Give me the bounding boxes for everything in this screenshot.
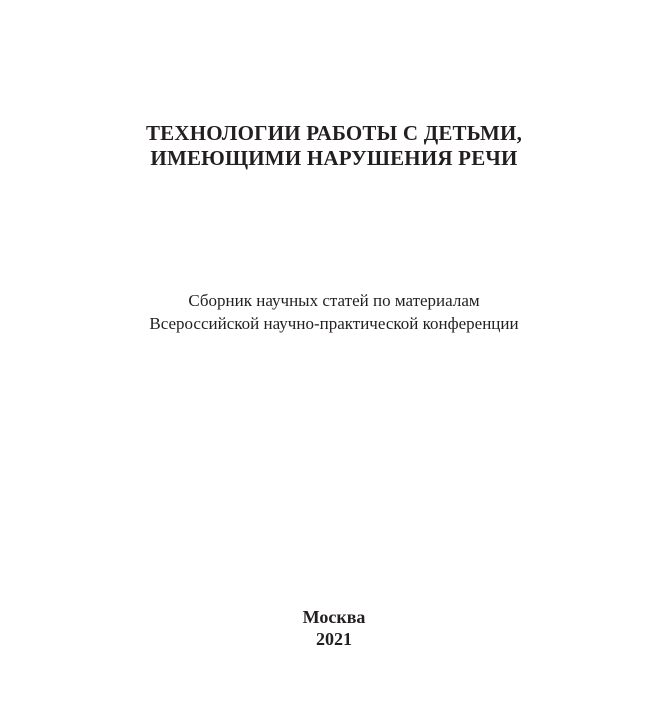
book-subtitle-line-1: Сборник научных статей по материалам	[188, 291, 480, 310]
imprint	[0, 606, 668, 650]
imprint-year: 2021	[316, 629, 352, 649]
book-title-line-1: ТЕХНОЛОГИИ РАБОТЫ С ДЕТЬМИ,	[145, 121, 523, 145]
book-subtitle	[0, 289, 668, 335]
book-title	[0, 121, 668, 171]
book-subtitle-line-2: Всероссийской научно-практической конференции	[149, 314, 519, 333]
imprint-city: Москва	[302, 607, 366, 627]
book-title-line-2: ИМЕЮЩИМИ НАРУШЕНИЯ РЕЧИ	[150, 146, 518, 170]
